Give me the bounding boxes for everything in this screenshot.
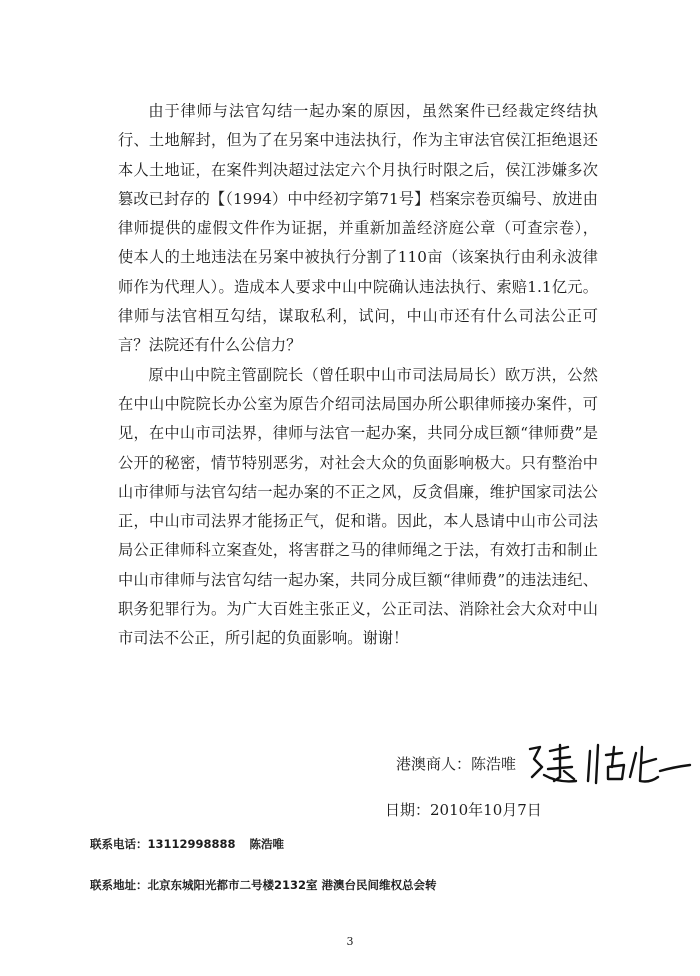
letter-body — [118, 97, 598, 654]
address-label: 联系地址： — [90, 878, 148, 892]
paragraph-2: 原中山中院主管副院长（曾任职中山市司法局局长）欧万洪，公然在中山中院院长办公室为原告介绍司法局国办所公职律师接办案件，可见，在中山市司法界，律师与法官一起办案，共同分成巨额“律师费”是公开的秘密，情节特别恶劣，对社会大众的负面影响极大。只有整治中山市律师与法官勾结一起办案的不正之风，反贪倡廉，维护国家司法公正，中山市司法界才能扬正气，促和谐。因此，本人恳请中山市公司法局公正律师科立案查处，将害群之马的律师绳之于法，有效打击和制止中山市律师与法官勾结一起办案，共同分成巨额“律师费”的违法违纪、职务犯罪行为。为广大百姓主张正义，公正司法、消除社会大众对中山市司法不公正，所引起的负面影响。谢谢！ — [118, 365, 598, 648]
handwritten-signature-icon — [524, 737, 694, 787]
contact-phone — [90, 836, 284, 852]
paragraph-1: 由于律师与法官勾结一起办案的原因，虽然案件已经裁定终结执行、土地解封，但为了在另案中违法执行，作为主审法官侯江拒绝退还本人土地证，在案件判决超过法定六个月执行时限之后，侯江涉嫌多次篡改已封存的【（1994）中中经初字第71号】档案宗卷页编号、放进由律师提供的虚假文件作为证据，并重新加盖经济庭公章（可查宗卷），使本人的土地违法在另案中被执行分割了110亩（该案执行由利永波律师作为代理人）。造成本人要求中山中院确认违法执行、索赔1.1亿元。律师与法官相互勾结，谋取私利，试问，中山市还有什么司法公正可言？法院还有什么公信力？ — [118, 102, 598, 355]
page-number: 3 — [346, 935, 354, 948]
date-label: 日期：2010年10月7日 — [385, 801, 542, 819]
signature-label: 港澳商人：陈浩唯 — [396, 755, 517, 773]
phone-contact-name: 陈浩唯 — [249, 837, 285, 851]
address-value: 北京东城阳光都市二号楼2132室 港澳台民间维权总会转 — [147, 878, 437, 892]
contact-address — [90, 877, 437, 893]
phone-number: 13112998888 — [147, 837, 236, 851]
phone-label: 联系电话： — [90, 837, 148, 851]
